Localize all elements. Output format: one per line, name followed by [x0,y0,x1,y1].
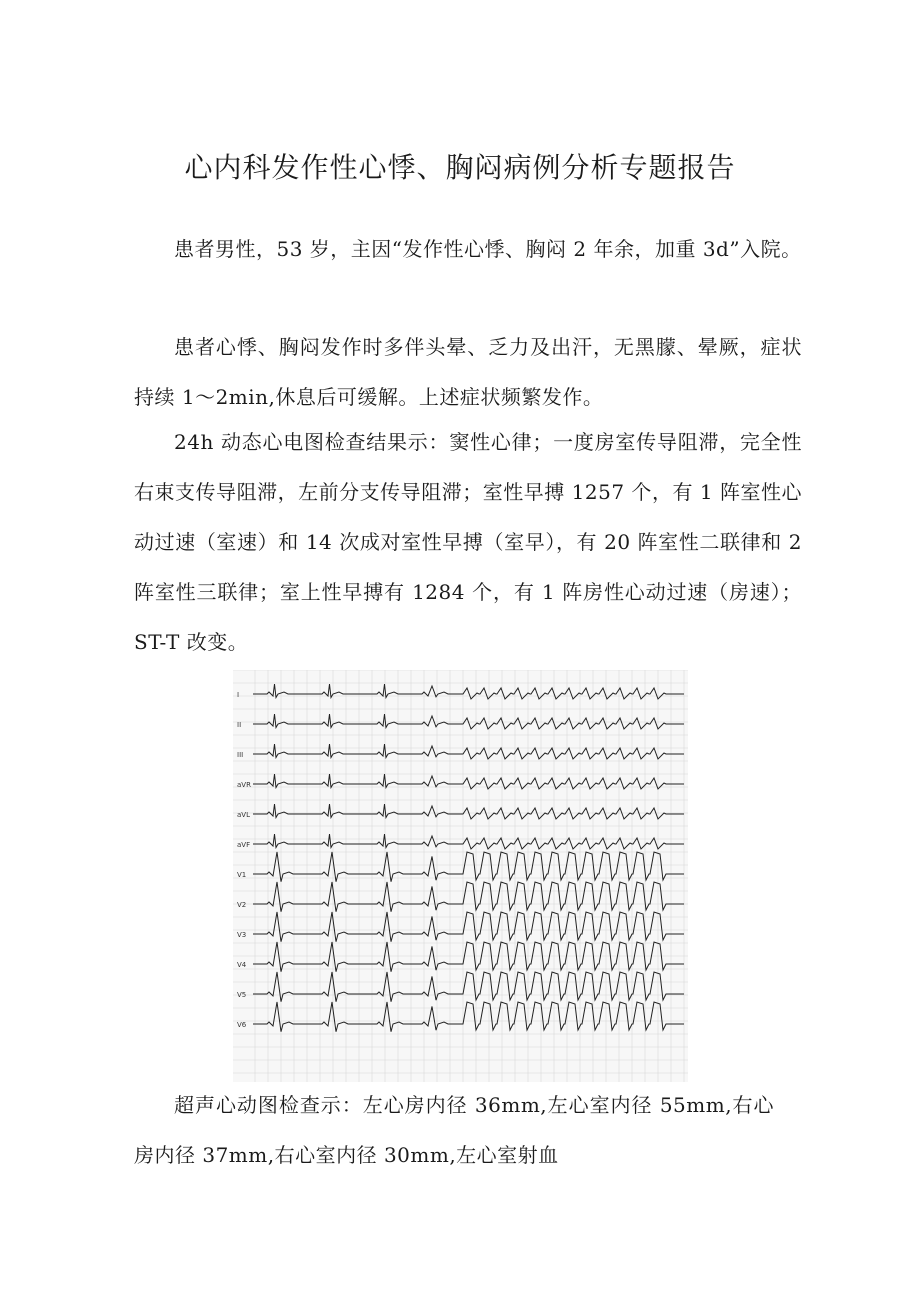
ecg-lead-label: V3 [237,931,247,939]
ecg-lead-label: V2 [237,901,247,909]
ecg-trace-v1 [253,852,684,882]
ecg-trace-v2 [253,882,684,912]
ecg-trace-ii [253,714,684,729]
ecg-lead-label: II [237,721,242,729]
ecg-strip [233,670,688,1082]
ecg-lead-label: V5 [237,991,247,999]
ecg-lead-label: aVL [237,811,250,819]
ecg-trace-avf [253,834,684,849]
ecg-trace-v6 [253,1002,684,1032]
ecg-trace-avl [253,804,684,819]
paragraph-patient-info: 患者男性，53 岁，主因“发作性心悸、胸闷 2 年余，加重 3d”入院。 [174,237,802,261]
paragraph-echo-result: 超声心动图检查示：左心房内径 36mm,左心室内径 55mm,右心房内径 37mm,右心室内径 30mm,左心室射血 [134,1093,774,1167]
ecg-lead-label: I [237,691,240,699]
ecg-lead-label: V4 [237,961,247,969]
ecg-lead-label: III [237,751,244,759]
ecg-trace-iii [253,744,684,759]
ecg-lead-label: V6 [237,1021,247,1029]
paragraph-symptoms: 患者心悸、胸闷发作时多伴头晕、乏力及出汗，无黑朦、晕厥，症状持续 1～2min,休息后可缓解。上述症状频繁发作。 [134,335,802,409]
ecg-lead-label: V1 [237,871,247,879]
ecg-trace-i [253,684,684,699]
ecg-trace-v5 [253,972,684,1002]
ecg-lead-label: aVF [237,841,251,849]
document-title: 心内科发作性心悸、胸闷病例分析专题报告 [184,151,736,184]
ecg-figure [233,670,688,1082]
ecg-trace-v4 [253,942,684,972]
paragraph-holter-result: 24h 动态心电图检查结果示：窦性心律；一度房室传导阻滞，完全性右束支传导阻滞，左前分支传导阻滞；室性早搏 1257 个，有 1 阵室性心动过速（室速）和 14 次成对室性早搏（室早），有 20 阵室性二联律和 2 阵室性三联律；室上性早搏有 1284 个，有 1 阵房性心动过速（房速）；ST-T 改变。 [134,430,802,654]
ecg-trace-v3 [253,912,684,942]
ecg-lead-label: aVR [237,781,251,789]
